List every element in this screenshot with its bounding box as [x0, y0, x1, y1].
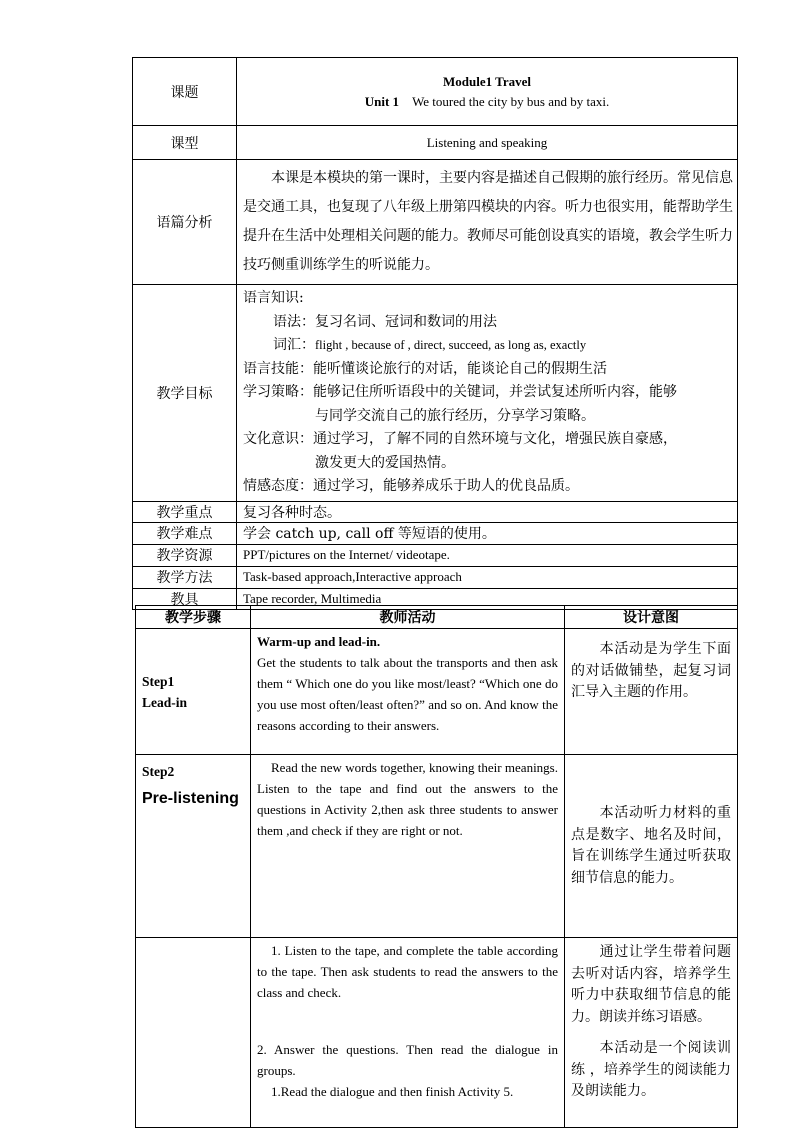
type-label: 课型 [133, 126, 237, 160]
header-steps: 教学步骤 [136, 606, 251, 629]
step3-intent-2 [571, 1038, 731, 1103]
objective-culture-line1: 文化意识：通过学习，了解不同的自然环境与文化，增强民族自豪感， [243, 431, 677, 447]
objective-attitude: 情感态度：通过学习，能够养成乐于助人的优良品质。 [243, 478, 579, 494]
step1-name: Lead-in [142, 694, 188, 710]
objective-strategy-line1: 学习策略：能够记住所听语段中的关键词，并尝试复述所听内容，能够 [243, 384, 677, 400]
step3-gap [257, 1003, 558, 1039]
step3-activity-3-text: 1.Read the dialogue and then finish Activity 5. [271, 1084, 514, 1099]
method-value: Task-based approach,Interactive approach [237, 566, 738, 588]
objective-culture-line2: 激发更大的爱国热情。 [315, 454, 455, 471]
method-row [133, 566, 738, 588]
step3-activity [251, 938, 565, 1128]
topic-value [237, 58, 738, 126]
step1-activity-title: Warm-up and lead-in. [257, 634, 381, 649]
teaching-steps-table [135, 605, 738, 1128]
unit-title: We toured the city by bus and by taxi. [412, 93, 610, 109]
aids-label: 教具 [133, 588, 237, 609]
resources-value: PPT/pictures on the Internet/ videotape. [237, 544, 738, 566]
lesson-info-table [132, 57, 738, 610]
step2-activity-text: Read the new words together, knowing their meanings. Listen to the tape and find out the answers to the questions in Activity 2,then ask three students to answer them ,and check if they are right or not. [257, 760, 558, 838]
step3-intent-1 [571, 942, 731, 1028]
analysis-cell [237, 160, 738, 285]
module-title: Module1 Travel [443, 73, 531, 89]
unit-label: Unit 1 [364, 93, 400, 109]
step1-row [136, 629, 738, 755]
objectives-row [133, 285, 738, 502]
step3-intent-2-text: 本活动是一个阅读训练 ，培养学生的阅读能力及朗读能力。 [571, 1040, 731, 1099]
aids-value: Tape recorder, Multimedia [237, 588, 738, 609]
step3-intent-1-text: 通过让学生带着问题去听对话内容，培养学生听力中获取细节信息的能力。朗读并练习语感。 [571, 944, 731, 1025]
type-value: Listening and speaking [237, 126, 738, 160]
step3-activity-2: 2. Answer the questions. Then read the dialogue in groups. [257, 1042, 558, 1078]
key-row [133, 501, 738, 522]
difficult-value: 学会 catch up, call off 等短语的使用。 [237, 522, 738, 544]
objective-strategy-line2: 与同学交流自己的旅行经历，分享学习策略。 [315, 407, 595, 424]
step2-intent-cell [565, 755, 738, 938]
key-value: 复习各种时态。 [237, 501, 738, 522]
objective-grammar: 语法：复习名词、冠词和数词的用法 [273, 313, 497, 330]
step1-activity-text: Get the students to talk about the transports and then ask them “ Which one do you like most/least? “Which one do you use most often/least often?” and so on. And know the reasons according to their answers. [257, 655, 558, 733]
step2-label [136, 755, 251, 938]
vocab-label: 词汇： [273, 337, 315, 353]
step3-row [136, 938, 738, 1128]
analysis-label: 语篇分析 [133, 160, 237, 285]
step2-number: Step2 [142, 764, 175, 779]
topic-row [133, 58, 738, 126]
step1-activity [251, 629, 565, 755]
objective-knowledge: 语言知识: [243, 290, 304, 306]
steps-header-row [136, 606, 738, 629]
topic-label: 课题 [133, 58, 237, 126]
step3-activity-1 [257, 940, 558, 1003]
method-label: 教学方法 [133, 566, 237, 588]
step2-row [136, 755, 738, 938]
step3-activity-1-text: 1. Listen to the tape, and complete the table according to the tape. Then ask students to read the answers to the class and check. [257, 943, 558, 1000]
header-teacher-activity: 教师活动 [251, 606, 565, 629]
type-row [133, 126, 738, 160]
objective-vocab [243, 334, 733, 358]
step3-activity-3 [257, 1081, 558, 1102]
step2-name: Pre-listening [142, 790, 239, 807]
key-label: 教学重点 [133, 501, 237, 522]
analysis-row [133, 160, 738, 285]
resources-row [133, 544, 738, 566]
step1-label [136, 629, 251, 755]
step3-intent-cell [565, 938, 738, 1128]
analysis-text: 本课是本模块的第一课时，主要内容是描述自己假期的旅行经历。常见信息是交通工具，也复现了八年级上册第四模块的内容。听力也很实用，能帮助学生提升在生活中处理相关问题的能力。教师尽可能创设真实的语境，教会学生听力技巧侧重训练学生的听说能力。 [243, 170, 733, 273]
step1-intent-cell [565, 629, 738, 755]
objectives-label: 教学目标 [133, 285, 237, 502]
step3-label [136, 938, 251, 1128]
difficult-row [133, 522, 738, 544]
resources-label: 教学资源 [133, 544, 237, 566]
step2-intent: 本活动听力材料的重点是数字、地名及时间，旨在训练学生通过听获取细节信息的能力。 [571, 805, 731, 886]
step3-intent-gap [571, 1028, 731, 1038]
unit-line [237, 92, 737, 112]
step1-intent: 本活动是为学生下面的对话做铺垫，起复习词汇导入主题的作用。 [571, 641, 731, 700]
vocab-words: flight , because of , direct, succeed, as long as, exactly [315, 338, 587, 352]
objectives-cell [237, 285, 738, 502]
header-design-intent: 设计意图 [565, 606, 738, 629]
step1-number: Step1 [142, 673, 175, 689]
difficult-label: 教学难点 [133, 522, 237, 544]
objective-skills: 语言技能：能听懂谈论旅行的对话，能谈论自己的假期生活 [243, 360, 607, 377]
step2-activity [251, 755, 565, 938]
